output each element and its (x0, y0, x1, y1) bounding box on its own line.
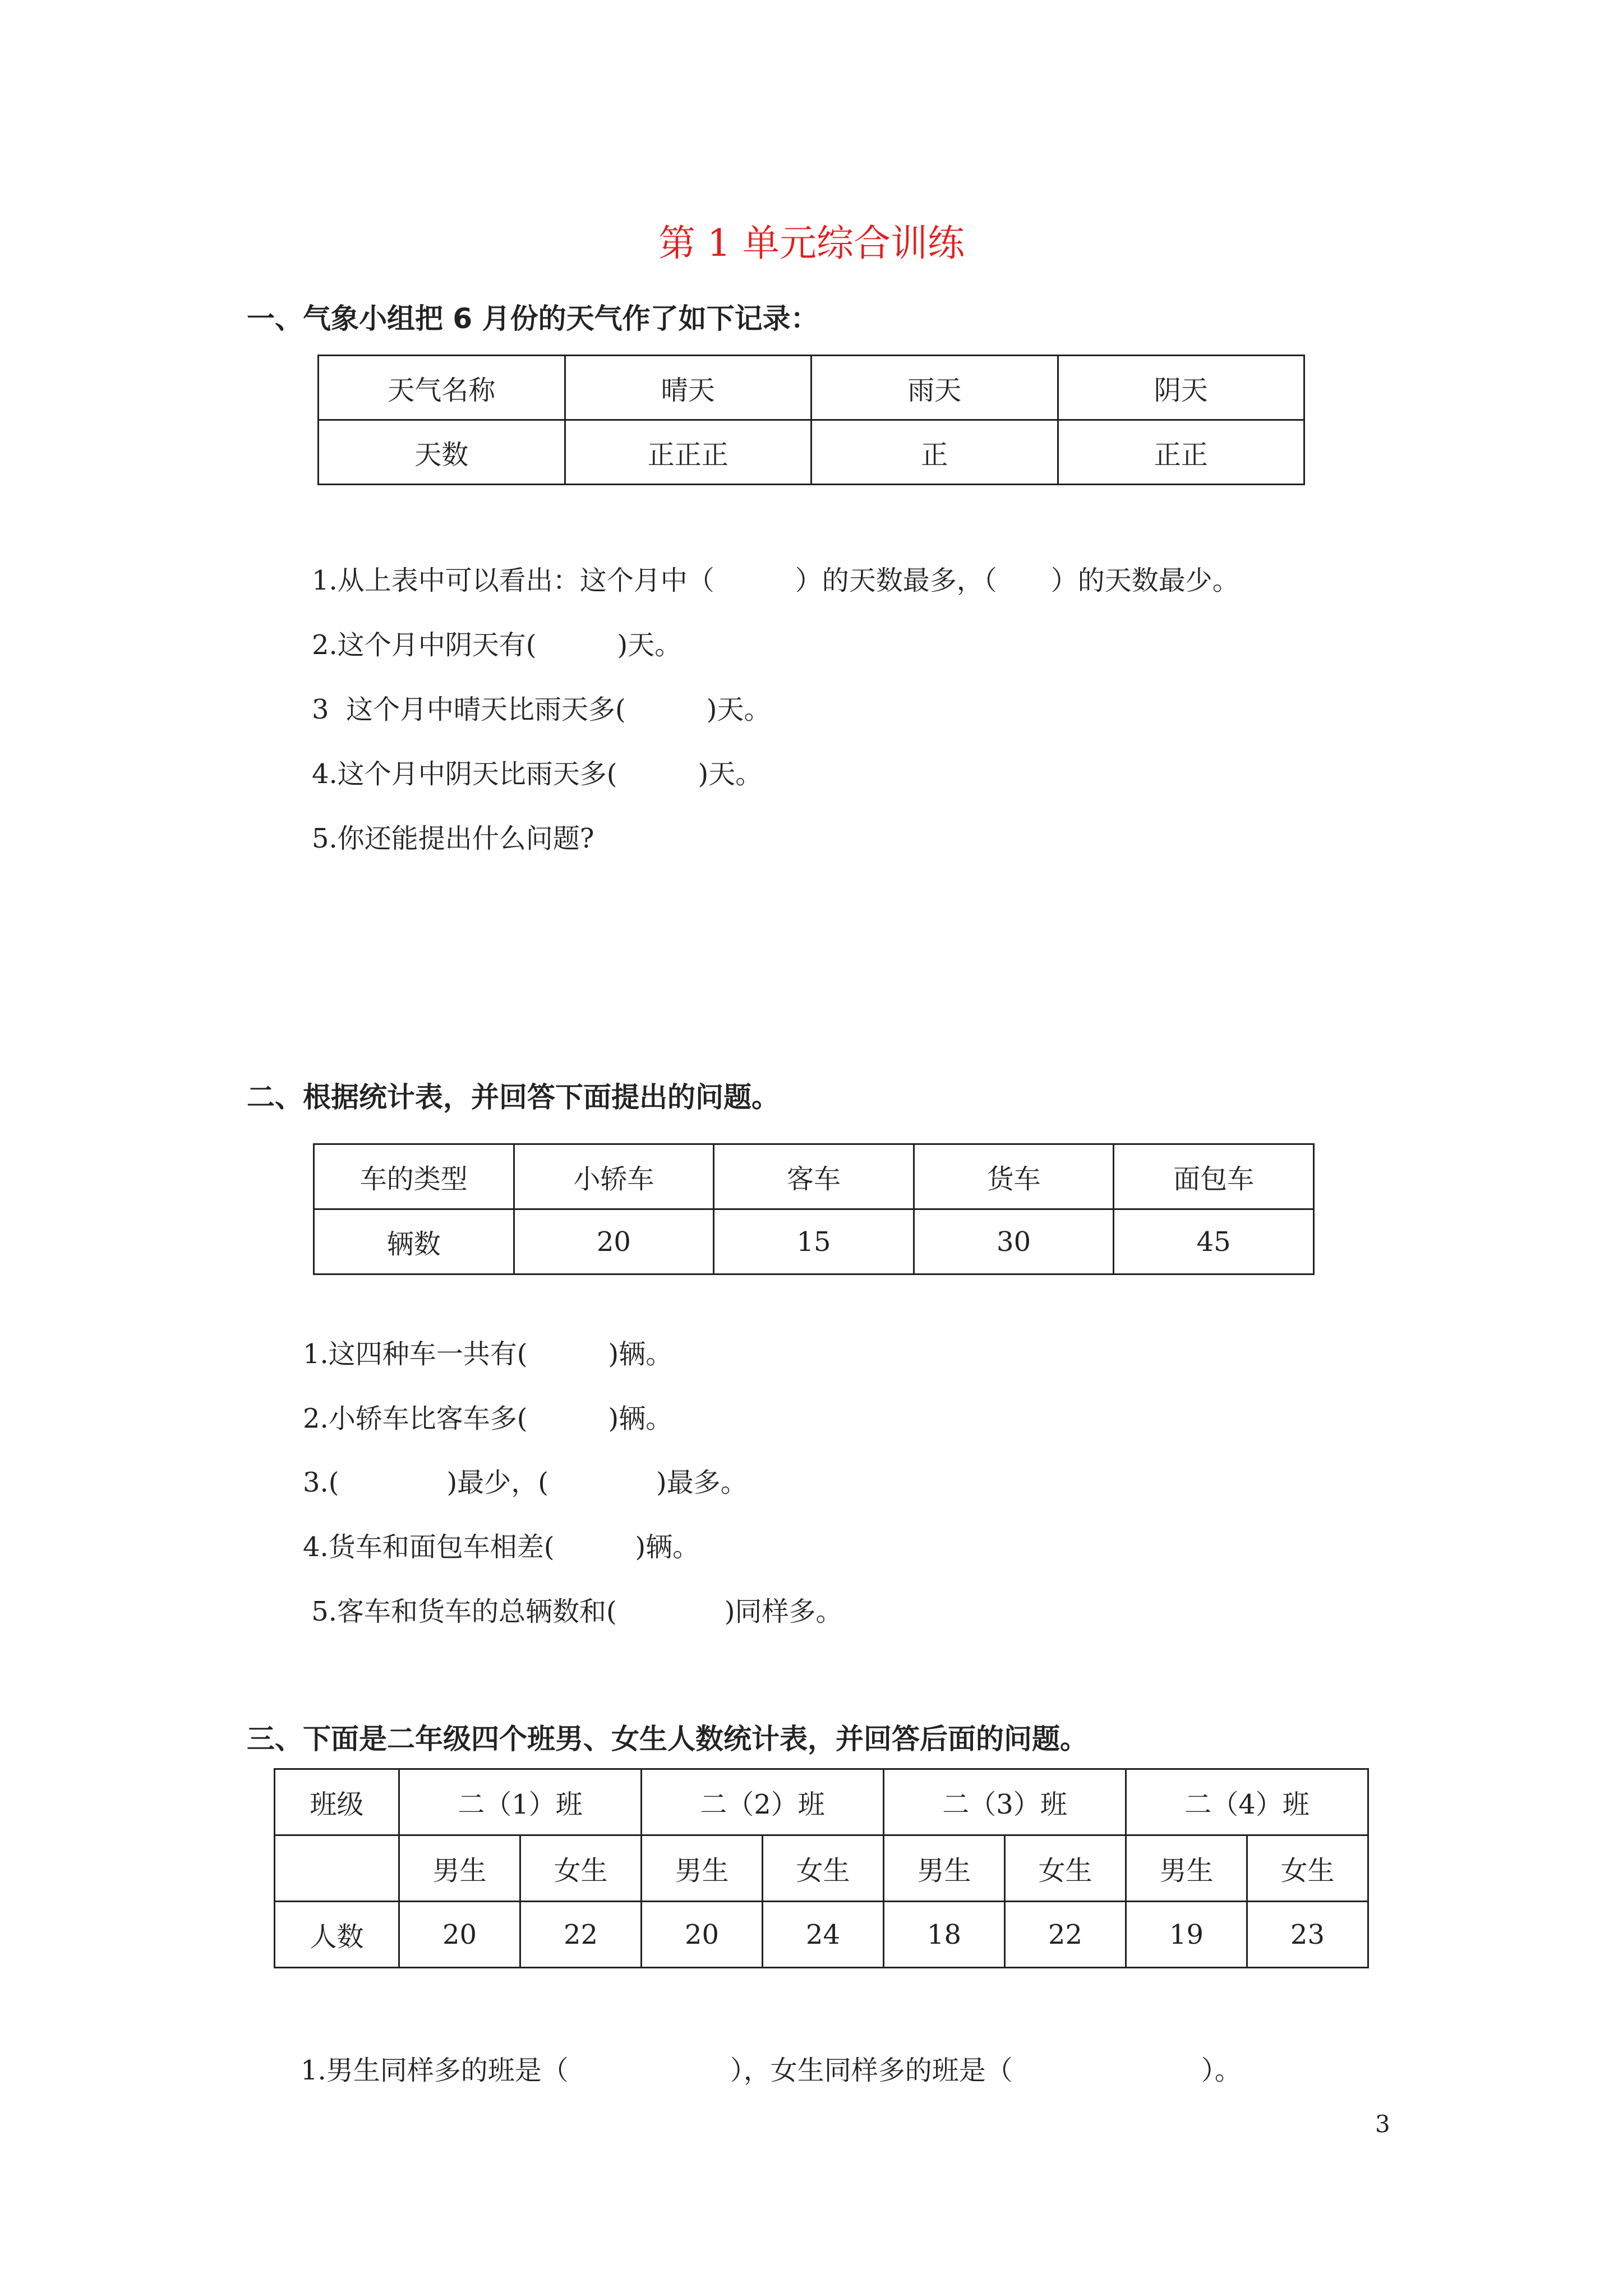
class-header-4: 二（4）班 (1126, 1769, 1368, 1835)
vehicle-truck-count: 30 (914, 1209, 1114, 1274)
vehicle-bus-count: 15 (714, 1209, 914, 1274)
gender-cell: 女生 (1004, 1835, 1126, 1902)
gender-cell: 女生 (762, 1835, 883, 1902)
count-cell: 22 (1004, 1902, 1126, 1968)
vehicle-header-van: 面包车 (1114, 1144, 1314, 1209)
page-title: 第 1 单元综合训练 (658, 222, 965, 265)
vehicle-header-bus: 客车 (714, 1144, 914, 1209)
s2-question-1: 1.这四种车一共有( )辆。 (303, 1338, 673, 1370)
vehicle-table (313, 1143, 1315, 1275)
s2-question-2: 2.小轿车比客车多( )辆。 (303, 1403, 673, 1434)
vehicle-car-count: 20 (514, 1209, 714, 1274)
s1-question-4: 4.这个月中阴天比雨天多( )天。 (312, 758, 763, 790)
vehicle-van-count: 45 (1114, 1209, 1314, 1274)
s1-question-2: 2.这个月中阴天有( )天。 (312, 629, 682, 661)
weather-header-cloudy: 阴天 (1058, 356, 1304, 420)
count-cell: 20 (399, 1902, 520, 1968)
section-1-heading: 一、气象小组把 6 月份的天气作了如下记录： (247, 302, 819, 335)
weather-header-name: 天气名称 (319, 356, 565, 420)
count-cell: 20 (641, 1902, 762, 1968)
s3-question-1: 1.男生同样多的班是（ ），女生同样多的班是（ ）。 (301, 2055, 1242, 2086)
weather-header-rainy: 雨天 (811, 356, 1058, 420)
gender-cell: 男生 (1126, 1835, 1247, 1902)
weather-row-label: 天数 (319, 420, 565, 485)
gender-cell: 男生 (883, 1835, 1004, 1902)
s1-question-3: 3 这个月中晴天比雨天多( )天。 (312, 694, 771, 725)
count-row-label: 人数 (275, 1902, 399, 1968)
s2-question-3: 3.( )最少，( )最多。 (303, 1467, 748, 1498)
class-header-1: 二（1）班 (399, 1769, 642, 1835)
section-2-heading: 二、根据统计表，并回答下面提出的问题。 (247, 1081, 780, 1114)
weather-sunny-tally: 正正正 (565, 420, 811, 485)
page-number: 3 (1375, 2110, 1390, 2138)
count-cell: 18 (883, 1902, 1004, 1968)
count-cell: 19 (1126, 1902, 1247, 1968)
weather-table (317, 355, 1305, 485)
vehicle-header-truck: 货车 (914, 1144, 1114, 1209)
vehicle-header-type: 车的类型 (314, 1144, 514, 1209)
gender-cell: 男生 (399, 1835, 520, 1902)
section-3-heading: 三、下面是二年级四个班男、女生人数统计表，并回答后面的问题。 (247, 1723, 1088, 1755)
s2-question-5: 5.客车和货车的总辆数和( )同样多。 (303, 1596, 843, 1627)
s2-question-4: 4.货车和面包车相差( )辆。 (303, 1531, 700, 1563)
s1-question-5: 5.你还能提出什么问题? (312, 823, 594, 854)
vehicle-row-label: 辆数 (314, 1209, 514, 1274)
count-cell: 24 (762, 1902, 883, 1968)
class-header-label: 班级 (275, 1769, 399, 1835)
vehicle-header-car: 小轿车 (514, 1144, 714, 1209)
class-header-2: 二（2）班 (641, 1769, 883, 1835)
weather-rainy-tally: 正 (811, 420, 1058, 485)
weather-cloudy-tally: 正正 (1058, 420, 1304, 485)
class-table (274, 1768, 1369, 1968)
gender-cell: 女生 (1247, 1835, 1368, 1902)
class-header-3: 二（3）班 (883, 1769, 1126, 1835)
weather-header-sunny: 晴天 (565, 356, 811, 420)
s1-question-1: 1.从上表中可以看出：这个月中（ ）的天数最多，（ ）的天数最少。 (312, 565, 1239, 596)
count-cell: 22 (520, 1902, 641, 1968)
count-cell: 23 (1247, 1902, 1368, 1968)
gender-cell: 女生 (520, 1835, 641, 1902)
gender-cell: 男生 (641, 1835, 762, 1902)
gender-row-label (275, 1835, 399, 1902)
